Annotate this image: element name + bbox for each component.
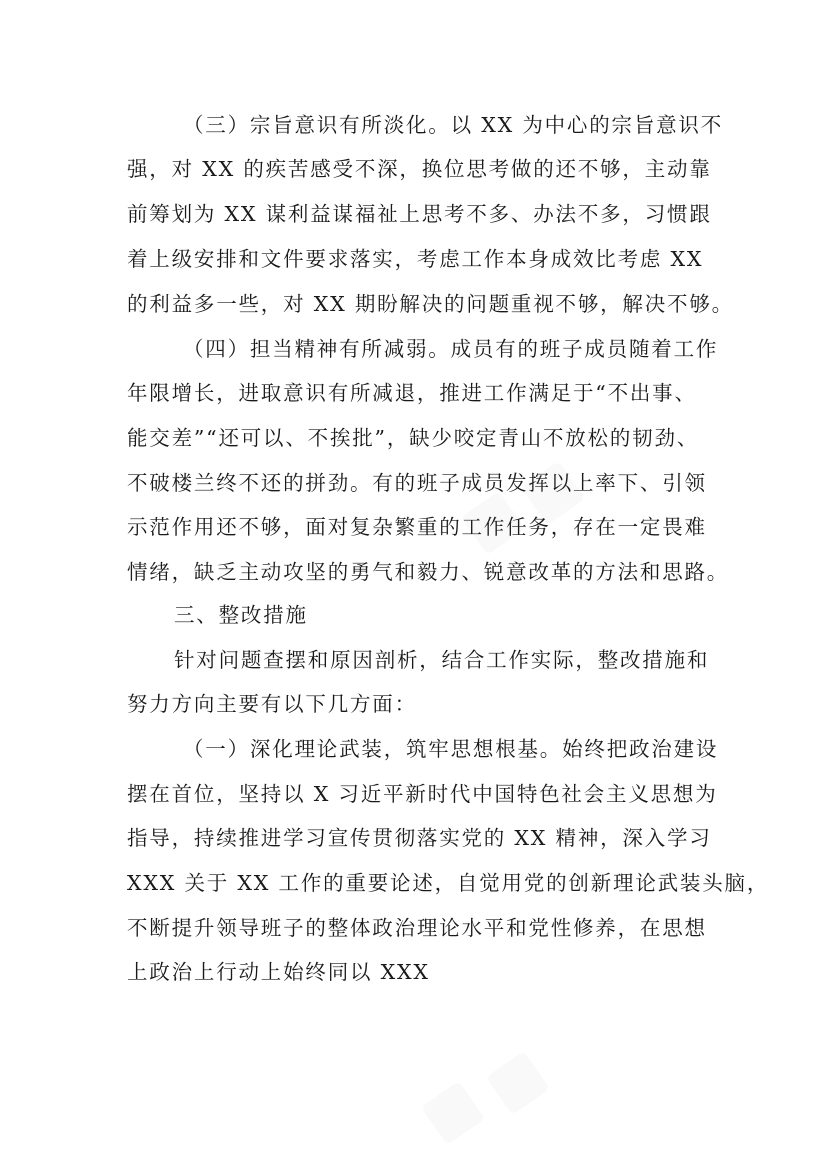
text-line: （四）担当精神有所减弱。成员有的班子成员随着工作 — [183, 337, 719, 361]
text-line: 努力方向主要有以下几方面： — [127, 692, 417, 716]
section-heading: 三、整改措施 — [174, 603, 308, 627]
text-line: （一）深化理论武装，筑牢思想根基。始终把政治建设 — [183, 737, 719, 761]
text-line: 年限增长，进取意识有所减退，推进工作满足于“不出事、 — [127, 381, 697, 405]
text-line: 能交差”“还可以、不挨批”，缺少咬定青山不放松的韧劲、 — [127, 426, 700, 450]
text-line: 强，对 XX 的疾苦感受不深，换位思考做的还不够，主动靠 — [127, 157, 712, 181]
text-line: 着上级安排和文件要求落实，考虑工作本身成效比考虑 XX — [127, 247, 704, 271]
text-line: 摆在首位，坚持以 X 习近平新时代中国特色社会主义思想为 — [127, 782, 718, 806]
text-line: 的利益多一些，对 XX 期盼解决的问题重视不够，解决不够。 — [127, 292, 734, 316]
text-line: 情绪，缺乏主动攻坚的勇气和毅力、锐意改革的方法和思路。 — [127, 560, 730, 584]
text-line: 前筹划为 XX 谋利益谋福祉上思考不多、办法不多，习惯跟 — [127, 202, 712, 226]
text-line: 上政治上行动上始终同以 XXX — [127, 960, 430, 984]
text-line: 针对问题查摆和原因剖析，结合工作实际，整改措施和 — [174, 648, 710, 672]
text-line: 指导，持续推进学习宣传贯彻落实党的 XX 精神，深入学习 — [127, 826, 712, 850]
text-line: （三）宗旨意识有所淡化。以 XX 为中心的宗旨意识不 — [183, 113, 724, 137]
text-line: 不断提升领导班子的整体政治理论水平和党性修养，在思想 — [127, 916, 707, 940]
text-line: 不破楼兰终不还的拼劲。有的班子成员发挥以上率下、引领 — [127, 471, 707, 495]
text-line: XXX 关于 XX 工作的重要论述，自觉用党的创新理论武装头脑， — [127, 871, 770, 895]
text-line: 示范作用还不够，面对复杂繁重的工作任务，存在一定畏难 — [127, 515, 707, 539]
